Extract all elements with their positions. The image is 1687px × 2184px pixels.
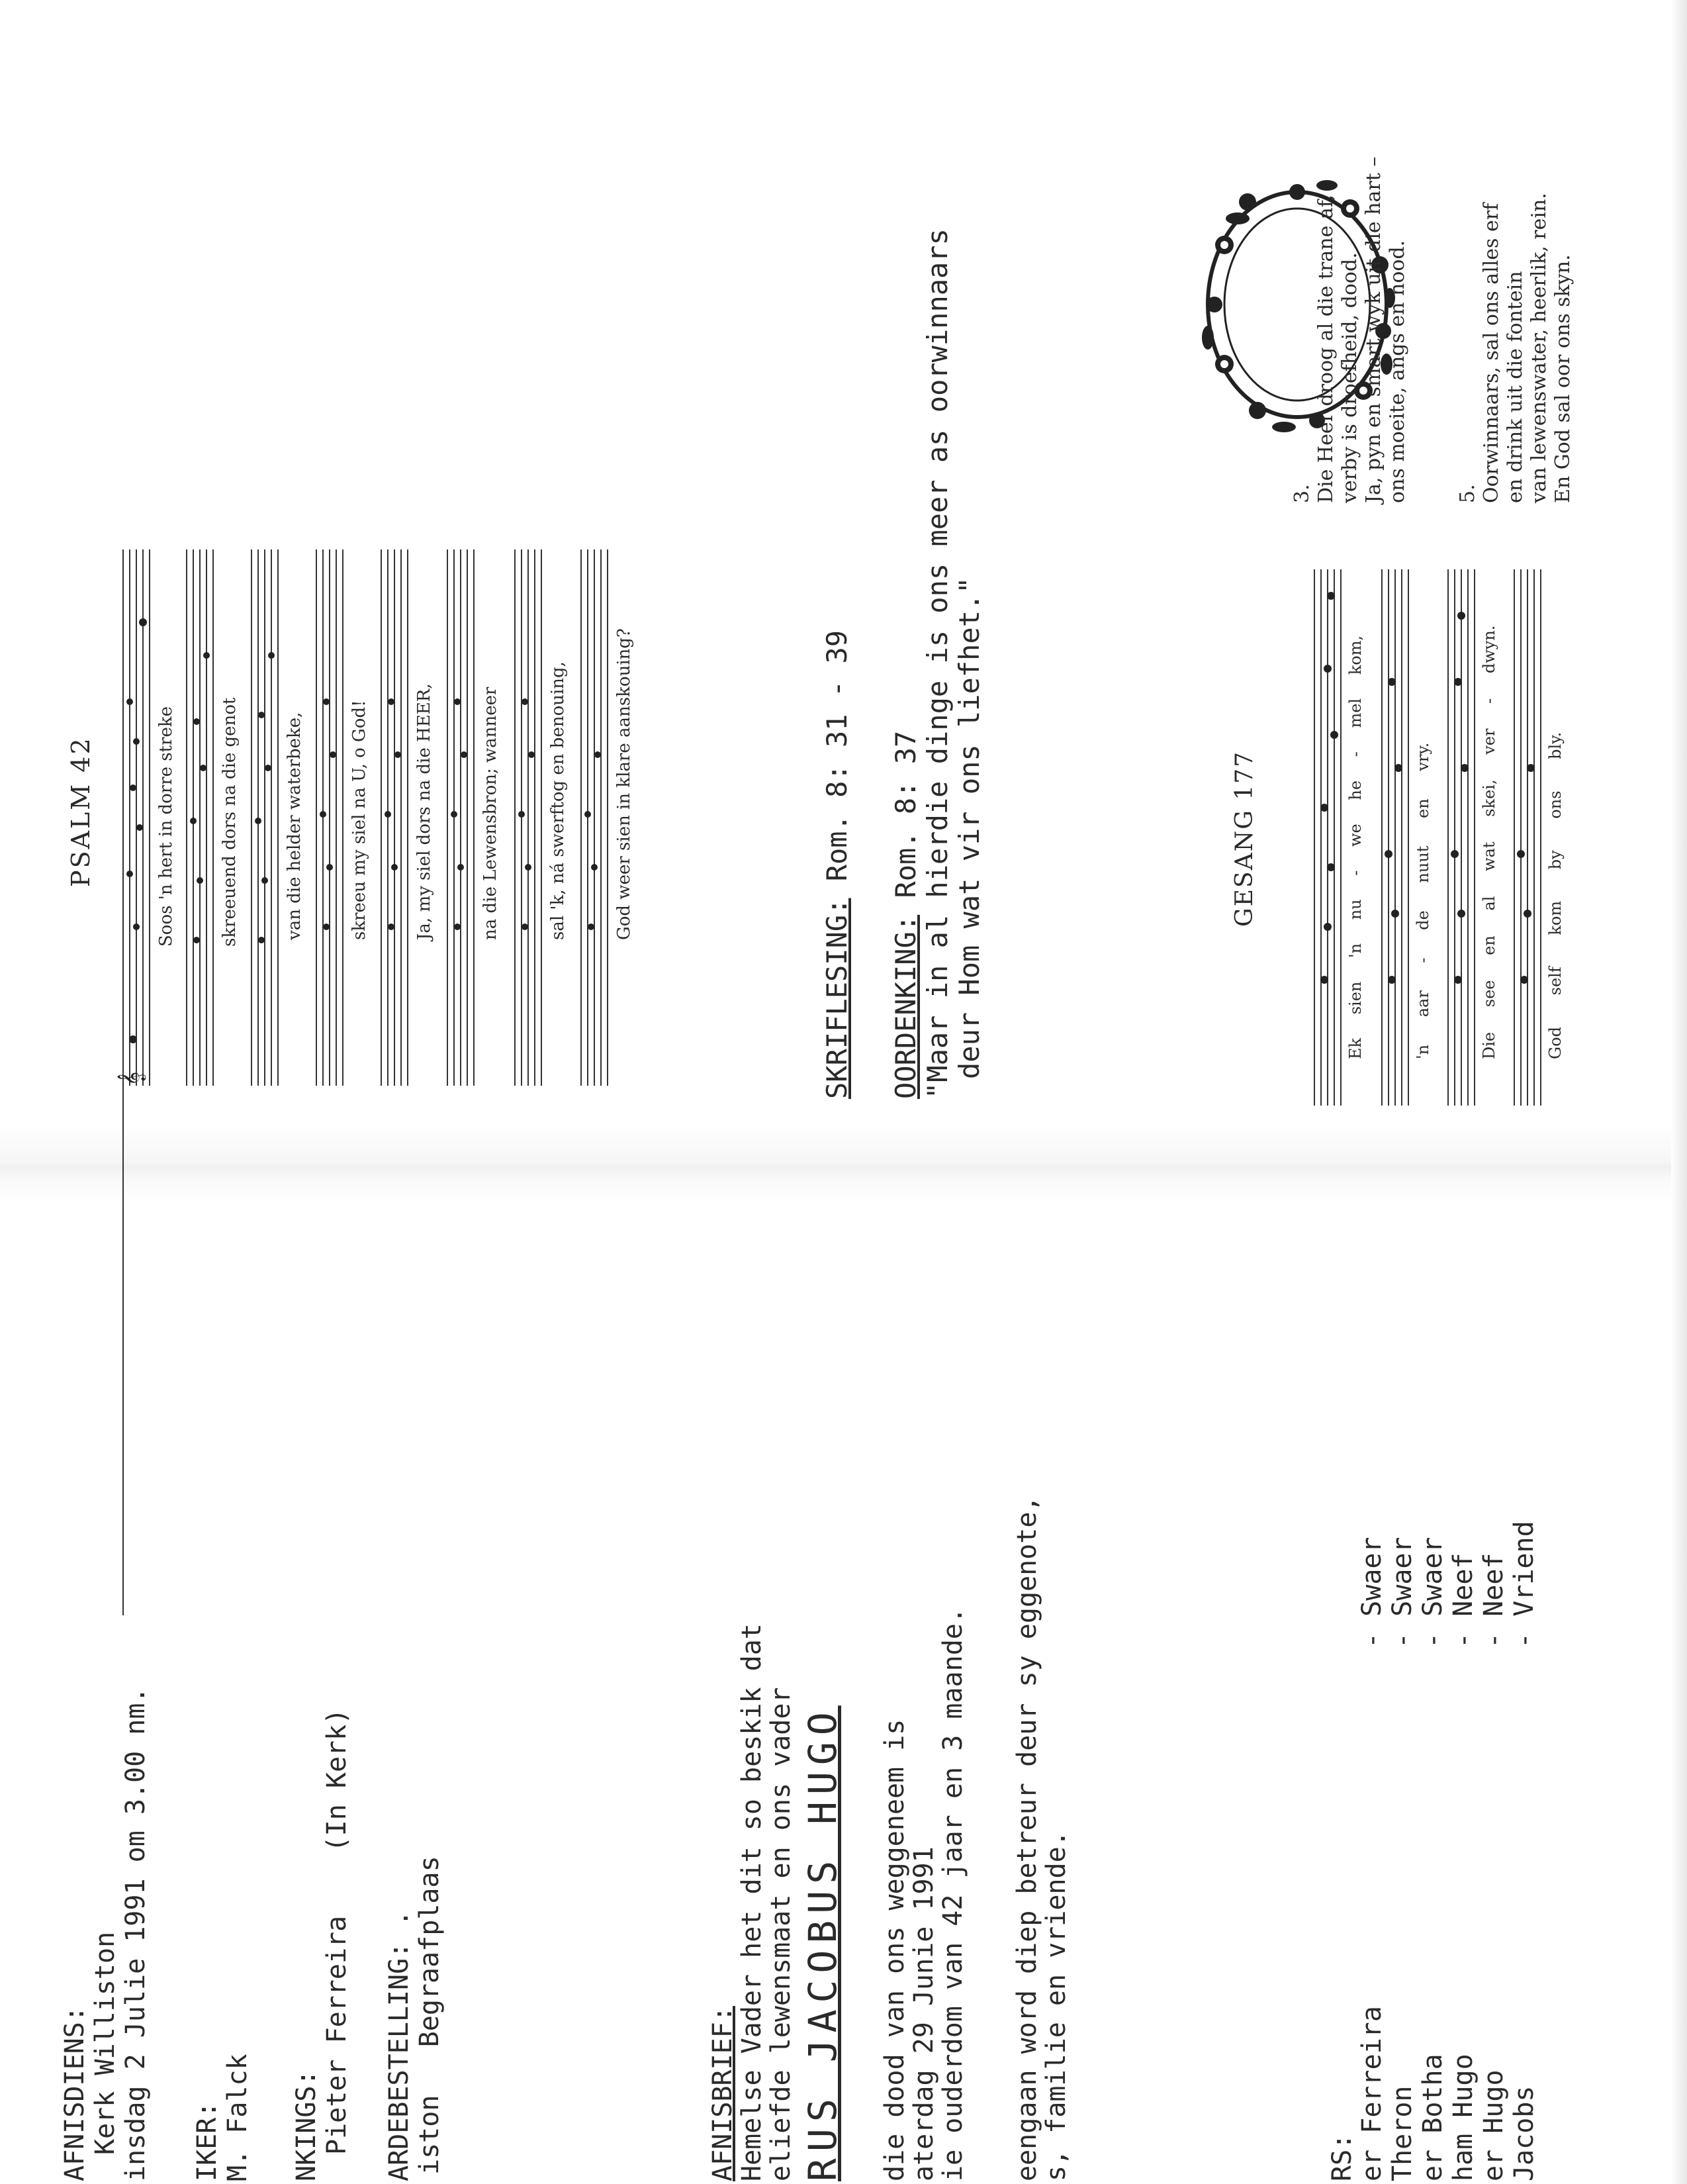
bearer-relation: - Swaer (1357, 1537, 1387, 1648)
hymn-title (1231, 751, 1258, 927)
bearer-name: er Botha (1418, 2054, 1448, 2181)
hymn-syllable: God (1546, 1027, 1565, 1059)
psalm-staff-6 (447, 549, 474, 1086)
hymn-syllable: by (1546, 850, 1565, 870)
hymn-syllable: - (1346, 751, 1365, 757)
preacher-heading: IKER: (192, 2101, 222, 2181)
meditation-label: OORDENKING: (889, 914, 922, 1099)
psalm-staff-5 (381, 549, 408, 1086)
hymn-syllable: 'n (1346, 943, 1365, 958)
hymn-syllable: dwyn. (1480, 625, 1498, 674)
music-name: Pieter Ferreira (322, 1915, 352, 2155)
hymn-syllable: nuut (1414, 845, 1432, 883)
psalm-lyric: van die helder waterbeke, (285, 712, 304, 940)
hymn-lyrics-1 (1346, 636, 1365, 1059)
hymn-staff-4 (1514, 569, 1541, 1106)
psalm-lyric: Ja, my siel dors na die HEER, (414, 683, 434, 940)
hymn-staff-3 (1448, 569, 1475, 1106)
letter-line-4: aterdag 29 Junie 1991 (909, 1846, 939, 2181)
psalm-lyrics-5 (414, 683, 434, 940)
psalm-lyric: God weer sien in klare aanskouing? (614, 628, 634, 940)
bearer-relation: - Neef (1448, 1552, 1479, 1648)
hymn-syllable: he (1346, 780, 1365, 800)
verse-line: Die Heer droog al die trane af, (1314, 194, 1338, 503)
hymn-syllable: - (1480, 698, 1498, 704)
reading-ref: Rom. 8: 31 - 39 (821, 630, 853, 882)
psalm-staff-8 (581, 549, 608, 1086)
verse-line: En God sal oor ons skyn. (1551, 254, 1574, 503)
psalm-staff-3 (251, 549, 278, 1086)
hymn-syllable: self (1546, 967, 1565, 996)
hymn-syllable: - (1346, 870, 1365, 876)
verse-number: 5. (1456, 484, 1479, 503)
hymn-syllable: 'n (1414, 1044, 1432, 1059)
psalm-lyrics-1 (156, 706, 176, 947)
verse-line: verby is droefheid, dood. (1338, 252, 1361, 503)
bearer-relation: - Vriend (1509, 1521, 1539, 1648)
hymn-staff-2 (1382, 569, 1408, 1106)
music-heading: NKINGS: (291, 2069, 322, 2181)
letter-line-6: eengaan word diep betreur deur sy eggenote, (1012, 1496, 1042, 2181)
burial-heading: ARDEBESTELLING: (384, 1942, 414, 2181)
psalm-lyrics-7 (548, 661, 568, 940)
psalm-lyric: skreeuend dors na die genot (220, 697, 240, 947)
treble-clef-icon: 𝄞 (118, 1071, 145, 1086)
psalm-lyrics-2 (220, 698, 240, 947)
meditation-quote-2: deur Hom wat vir ons liefhet." (953, 577, 985, 1079)
bearer-relation: - Swaer (1387, 1537, 1418, 1648)
hymn-syllable: vry. (1414, 742, 1432, 771)
psalm-lyrics-3 (285, 712, 304, 940)
service-date: insdag 2 Julie 1991 om 3.00 nm. (120, 1687, 151, 2181)
hymn-syllable: en (1480, 935, 1498, 955)
hymn-staff-1 (1314, 569, 1341, 1106)
bearer-name: Theron (1387, 2085, 1418, 2181)
hymn-syllable: en (1414, 798, 1432, 818)
service-place: Kerk Williston (90, 1931, 120, 2155)
hymn-syllable: kom, (1346, 635, 1365, 675)
hymn-syllable: al (1480, 896, 1498, 911)
hymn-syllable: aar (1414, 990, 1432, 1018)
psalm-title-text: PSALM 42 (66, 736, 95, 887)
letter-heading: AFNISBRIEF: (707, 2006, 738, 2181)
verse-line: Ja, pyn en smart wyk uit die hart – (1362, 156, 1385, 503)
verse-line: ons moeite, angs en nood. (1386, 240, 1409, 503)
psalm-staff-7 (515, 549, 541, 1086)
hymn-syllable: we (1346, 824, 1365, 847)
preacher-name: M. Falck (222, 2054, 253, 2181)
bearers-heading: RS: (1327, 2133, 1357, 2181)
hymn-syllable: bly. (1546, 732, 1565, 759)
hymn-syllable: see (1480, 980, 1498, 1008)
psalm-lyric: skreeu my siel na U, o God! (349, 700, 369, 940)
psalm-lyrics-4 (349, 700, 369, 940)
hymn-syllable: skei, (1480, 779, 1498, 817)
reading-line (821, 630, 853, 1099)
hymn-syllable: mel (1346, 698, 1365, 728)
psalm-staff-2 (187, 549, 213, 1086)
bearer-name: er Hugo (1479, 2069, 1509, 2181)
letter-line-2: eliefde lewensmaat en ons vader (766, 1687, 796, 2181)
hymn-syllable: wat (1480, 841, 1498, 871)
hymn-syllable: de (1414, 910, 1432, 930)
burial-cemetery: Begraafplaas (414, 1856, 445, 2048)
meditation-block (890, 228, 985, 1099)
psalm-staff-4 (316, 549, 343, 1086)
hymn-verse-5 (1456, 193, 1575, 503)
verse-line: Oorwinnaars, sal ons alles erf (1480, 203, 1503, 503)
psalm-lyrics-8 (614, 628, 634, 940)
hymn-title-text: GESANG 177 (1231, 750, 1258, 927)
bearer-name: ham Hugo (1448, 2054, 1479, 2181)
letter-line-5: ie ouderdom van 42 jaar en 3 maande. (938, 1607, 968, 2181)
letter-line-3: die dood van ons weggeneem is (880, 1719, 910, 2181)
hymn-syllable: Ek (1346, 1037, 1365, 1059)
hymn-syllable: ons (1546, 790, 1565, 819)
psalm-lyric: na die Lewensbron; wanneer (480, 687, 500, 940)
hymn-syllable: nu (1346, 899, 1365, 920)
letter-line-1: Hemelse Vader het dit so beskik dat (737, 1623, 767, 2181)
verse-line: van lewenswater, heerlik, rein. (1527, 193, 1551, 503)
hymn-syllable: sien (1346, 981, 1365, 1015)
meditation-ref: Rom. 8: 37 (889, 730, 922, 898)
hymn-syllable: Die (1480, 1031, 1498, 1059)
burial-mark: . (384, 1910, 414, 1926)
meditation-quote-1: "Maar in al hierdie dinge is ons meer as oorwinnaars (921, 228, 954, 1099)
hymn-lyrics-2 (1414, 743, 1432, 1059)
bearer-name: Jacobs (1509, 2085, 1539, 2181)
music-note: (In Kerk) (322, 1708, 352, 1852)
psalm-lyrics-6 (480, 687, 500, 940)
reading-label: SKRIFLESING: (821, 898, 853, 1099)
psalm-lyric: sal 'k, ná swerftog en benouing, (548, 661, 568, 940)
psalm-lyric: Soos 'n hert in dorre streke (156, 706, 176, 947)
verse-line: en drink uit die fontein (1504, 271, 1527, 503)
service-heading: AFNISDIENS: (60, 2006, 90, 2181)
hymn-lyrics-4 (1546, 732, 1565, 1059)
bearer-relation: - Neef (1479, 1552, 1509, 1648)
letter-line-7: s, familie en vriende. (1041, 1830, 1071, 2181)
hymn-syllable: - (1414, 957, 1432, 963)
hymn-lyrics-3 (1480, 626, 1498, 1059)
bearer-relation: - Swaer (1418, 1537, 1448, 1648)
hymn-syllable: ver (1480, 728, 1498, 755)
hymn-verse-3 (1291, 157, 1410, 503)
deceased-name-text: RUS JACOBUS HUGO (800, 1705, 845, 2181)
burial-place: iston (414, 2095, 445, 2175)
bearer-name: er Ferreira (1357, 2006, 1387, 2181)
verse-number: 3. (1291, 484, 1314, 503)
hymn-syllable: kom (1546, 900, 1565, 935)
